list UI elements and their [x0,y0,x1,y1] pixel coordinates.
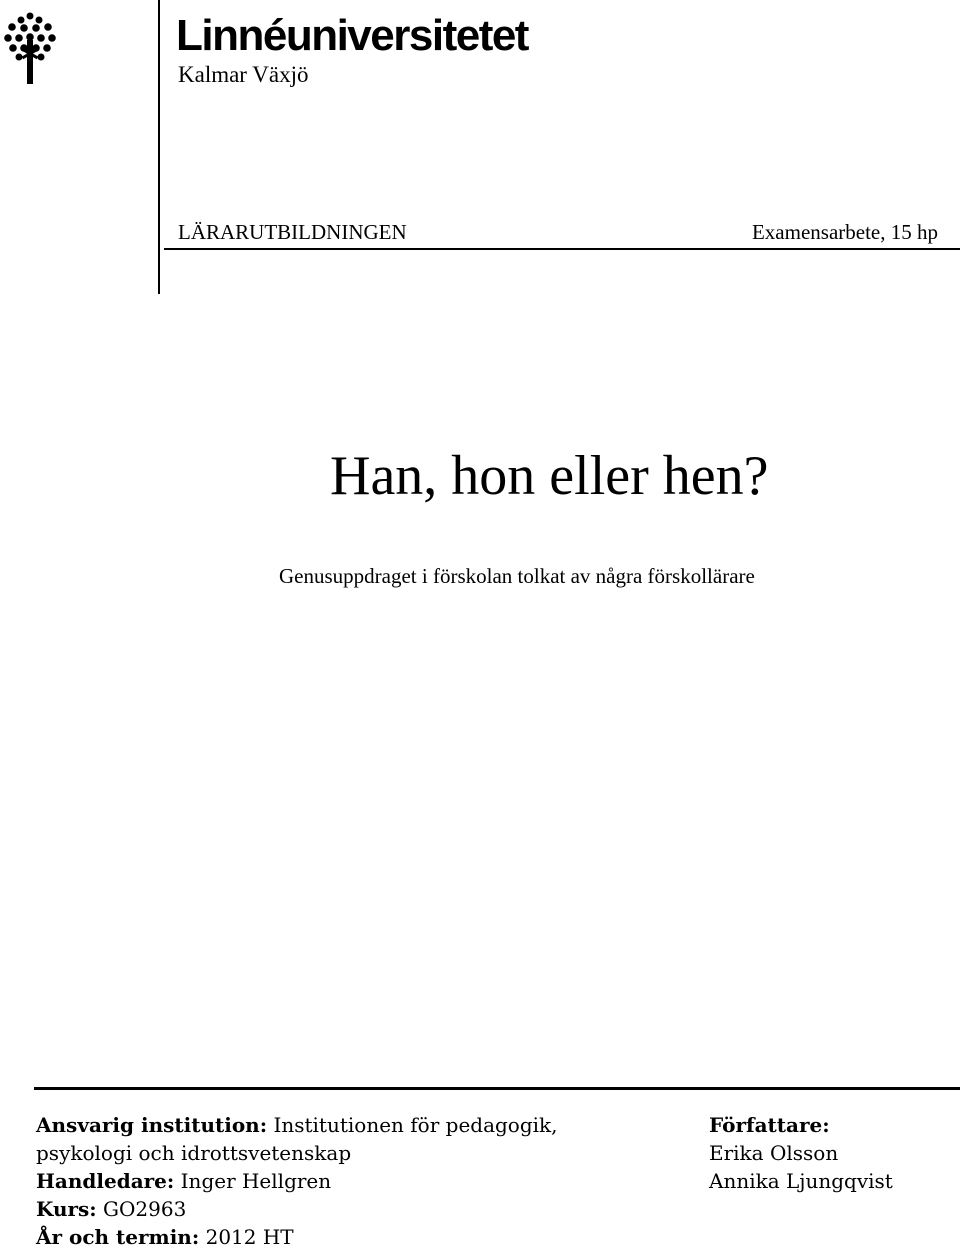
course-code-value: GO2963 [103,1197,187,1221]
institution-label: Ansvarig institution: [36,1113,268,1137]
course-code-label: Kurs: [36,1197,97,1221]
supervisor-label: Handledare: [36,1169,175,1193]
supervisor-value: Inger Hellgren [180,1169,332,1193]
supervisor-line [36,1167,558,1195]
author-name: Annika Ljungqvist [709,1169,893,1193]
footer-divider [34,1087,960,1090]
author-name: Erika Olsson [709,1141,839,1165]
thesis-details [36,1111,558,1251]
department-label: LÄRARUTBILDNINGEN [178,220,407,244]
vertical-divider [158,0,160,294]
institution-line [36,1111,558,1139]
term-label: År och termin: [36,1225,200,1249]
institution-value-continued: psykologi och idrottsvetenskap [36,1141,352,1165]
term-line [36,1223,558,1251]
header-divider [164,248,960,250]
course-type-label: Examensarbete, 15 hp [751,220,938,244]
thesis-subtitle: Genusuppdraget i förskolan tolkat av några förskollärare [279,564,755,588]
thesis-title: Han, hon eller hen? [330,445,769,507]
course-code-line [36,1195,558,1223]
authors-block [709,1111,893,1195]
university-tree-logo-icon [4,12,56,84]
term-value: 2012 HT [205,1225,294,1249]
institution-value: Institutionen för pedagogik, [273,1113,558,1137]
authors-label: Författare: [709,1113,830,1137]
university-name-logo: Linnéuniversitetet [176,11,528,60]
university-campus-label: Kalmar Växjö [178,62,309,87]
